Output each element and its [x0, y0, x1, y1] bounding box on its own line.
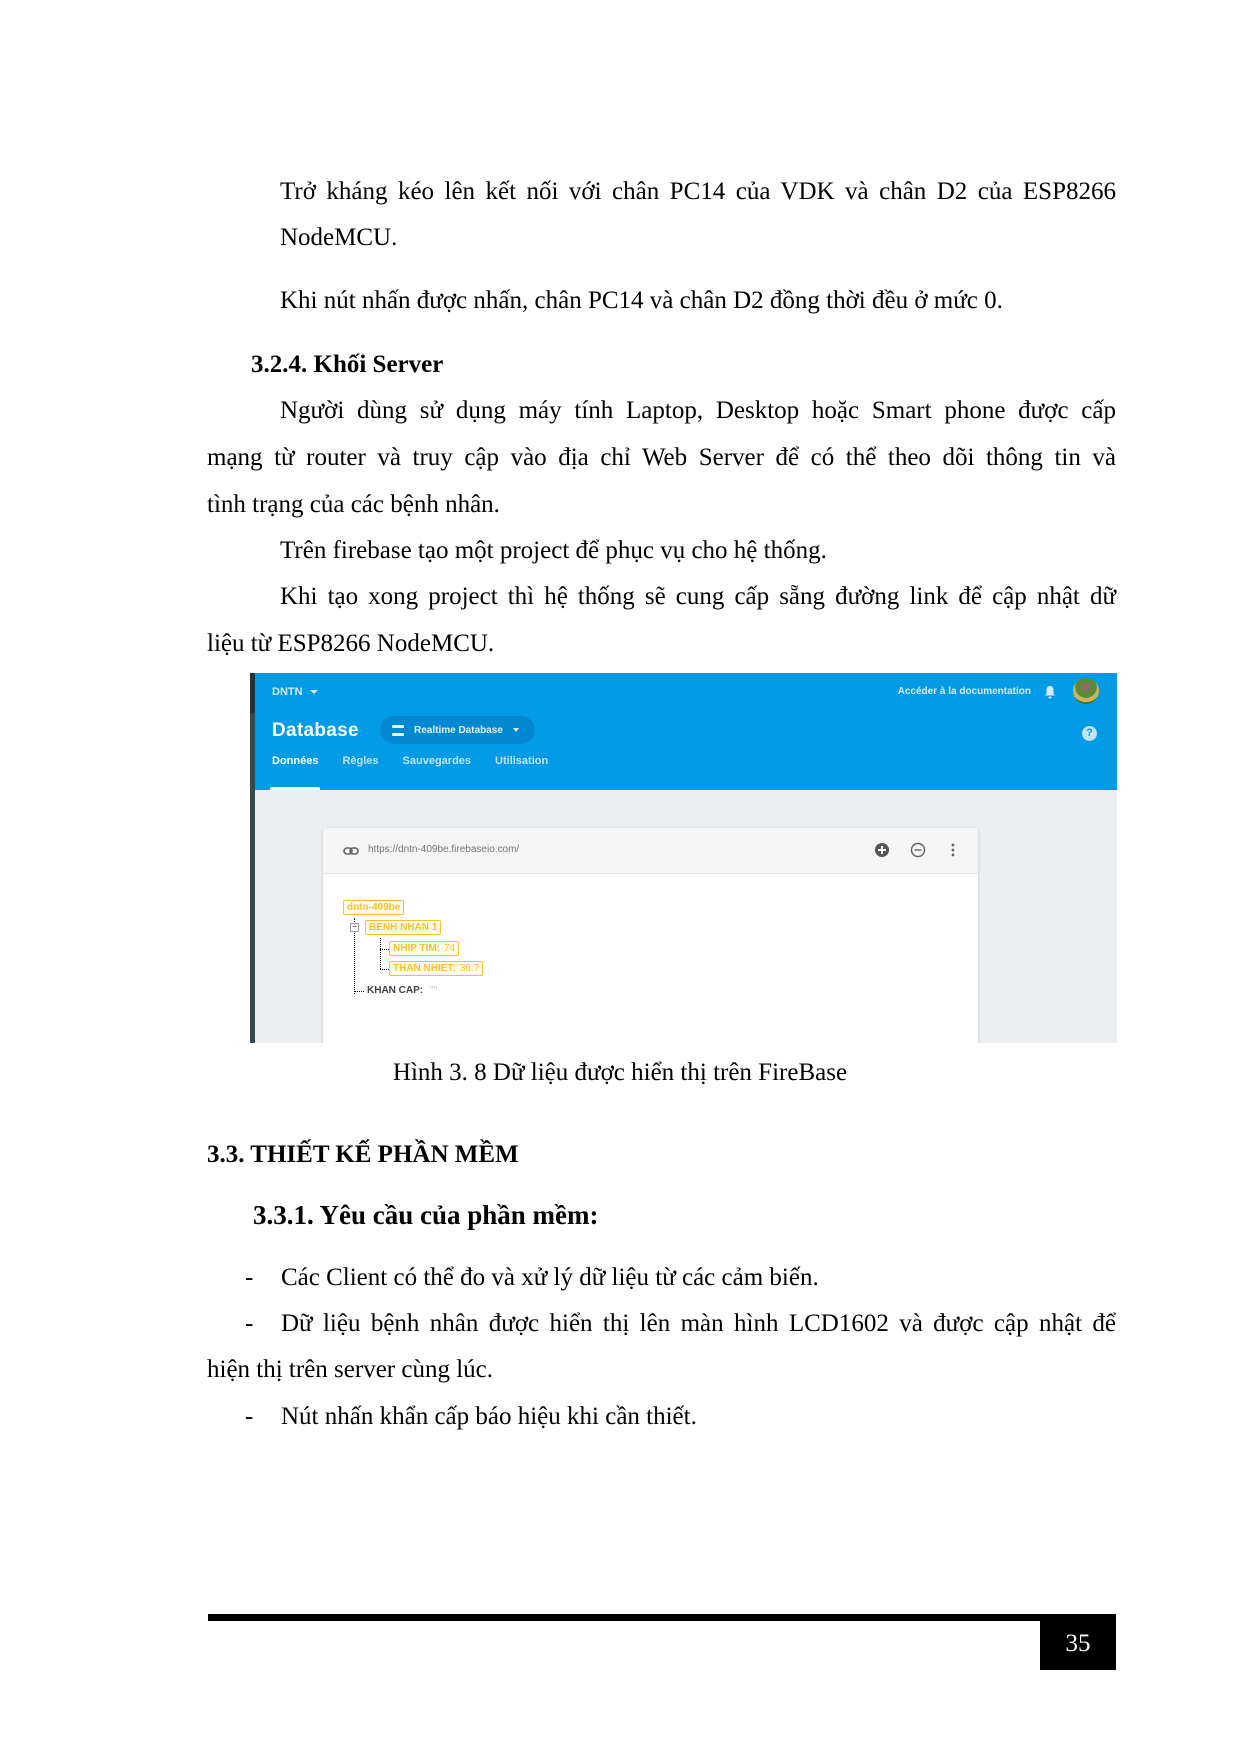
tree-connector	[354, 991, 364, 992]
firebase-screenshot	[250, 673, 1117, 1043]
bullet-lcd-line1: Dữ liệu bệnh nhân được hiển thị lên màn hình LCD1602 và được cập nhật để	[281, 1310, 1116, 1337]
more-vert-icon[interactable]	[950, 842, 956, 858]
paragraph-users-line1: Người dùng sử dụng máy tính Laptop, Desktop hoặc Smart phone được cấp	[280, 397, 1116, 424]
bullet-marker: -	[245, 1264, 254, 1291]
paragraph-users-line3: tình trạng của các bệnh nhân.	[207, 491, 500, 518]
tree-node-than-nhiet[interactable]	[389, 961, 483, 976]
project-selector[interactable]	[272, 686, 318, 698]
card-toolbar	[323, 828, 978, 874]
chevron-down-icon	[310, 690, 318, 694]
add-circle-icon[interactable]	[874, 842, 890, 858]
paragraph-firebase-project: Trên firebase tạo một project để phục vụ cho hệ thống.	[280, 537, 827, 564]
database-card	[323, 828, 978, 1043]
tab-regles[interactable]: Règles	[342, 755, 379, 767]
paragraph-pullup-resistor: Trở kháng kéo lên kết nối với chân PC14 của VDK và chân D2 của ESP8266	[280, 178, 1116, 205]
paragraph-link-line2: liệu từ ESP8266 NodeMCU.	[207, 630, 495, 657]
collapse-toggle-icon[interactable]: −	[350, 923, 359, 932]
heading-3-3-1: 3.3.1. Yêu cầu của phần mềm:	[253, 1200, 599, 1230]
firebase-header	[255, 673, 1117, 790]
docs-link[interactable]: Accéder à la documentation	[897, 686, 1031, 697]
project-name: DNTN	[272, 686, 303, 698]
field-value: ""	[429, 985, 437, 996]
field-key: KHAN CAP:	[367, 985, 424, 996]
bullet-marker: -	[245, 1310, 254, 1337]
field-key: THAN NHIET:	[393, 963, 456, 974]
heading-3-3: 3.3. THIẾT KẾ PHẦN MỀM	[207, 1141, 519, 1168]
heading-3-2-4: 3.2.4. Khối Server	[251, 351, 444, 378]
database-selector[interactable]	[380, 716, 535, 744]
figure-caption: Hình 3. 8 Dữ liệu được hiển thị trên FireBase	[392, 1059, 848, 1086]
tab-sauvegardes[interactable]: Sauvegardes	[402, 755, 472, 767]
tree-connector	[380, 949, 389, 950]
field-key: NHIP TIM:	[393, 943, 441, 954]
bullet-lcd-line2: hiện thị trên server cùng lúc.	[207, 1356, 494, 1383]
footer-rule	[208, 1614, 1116, 1621]
database-selector-label: Realtime Database	[414, 724, 503, 736]
database-icon	[392, 725, 404, 736]
avatar[interactable]	[1073, 678, 1099, 704]
tab-bar	[272, 755, 572, 790]
link-icon	[343, 843, 359, 859]
page-number: 35	[1040, 1614, 1116, 1670]
field-value: 74	[444, 943, 456, 954]
tree-connector	[380, 938, 381, 969]
database-url[interactable]: https://dntn-409be.firebaseio.com/	[368, 844, 520, 855]
paragraph-pullup-resistor-cont: NodeMCU.	[280, 224, 398, 251]
bell-icon[interactable]	[1044, 685, 1056, 699]
tree-node-nhip-tim[interactable]	[389, 941, 459, 956]
field-value: 36.?	[459, 963, 480, 974]
paragraph-button-press: Khi nút nhấn được nhấn, chân PC14 và chân D2 đồng thời đều ở mức 0.	[280, 287, 1003, 314]
bullet-emergency: Nút nhấn khẩn cấp báo hiệu khi cần thiết.	[281, 1403, 697, 1430]
tab-utilisation[interactable]: Utilisation	[495, 755, 549, 767]
paragraph-link-line1: Khi tạo xong project thì hệ thống sẽ cung cấp sẵng đường link để cập nhật dữ	[280, 583, 1116, 610]
paragraph-users-line2: mạng từ router và truy cập vào địa chỉ Web Server để có thể theo dõi thông tin và	[207, 444, 1116, 471]
page-title: Database	[272, 720, 359, 741]
bullet-marker: -	[245, 1403, 254, 1430]
tree-connector	[380, 969, 389, 970]
chevron-down-icon	[513, 728, 519, 732]
bullet-client: Các Client có thể đo và xử lý dữ liệu từ các cảm biến.	[281, 1264, 819, 1291]
help-icon[interactable]: ?	[1082, 726, 1097, 741]
tree-node-benh-nhan-1[interactable]: BENH NHAN 1	[365, 920, 441, 935]
tree-root-node[interactable]: dntn-409be	[343, 900, 404, 915]
tab-donnees[interactable]: Données	[272, 755, 318, 790]
tree-node-khan-cap[interactable]	[367, 985, 437, 996]
remove-circle-icon[interactable]	[910, 842, 926, 858]
